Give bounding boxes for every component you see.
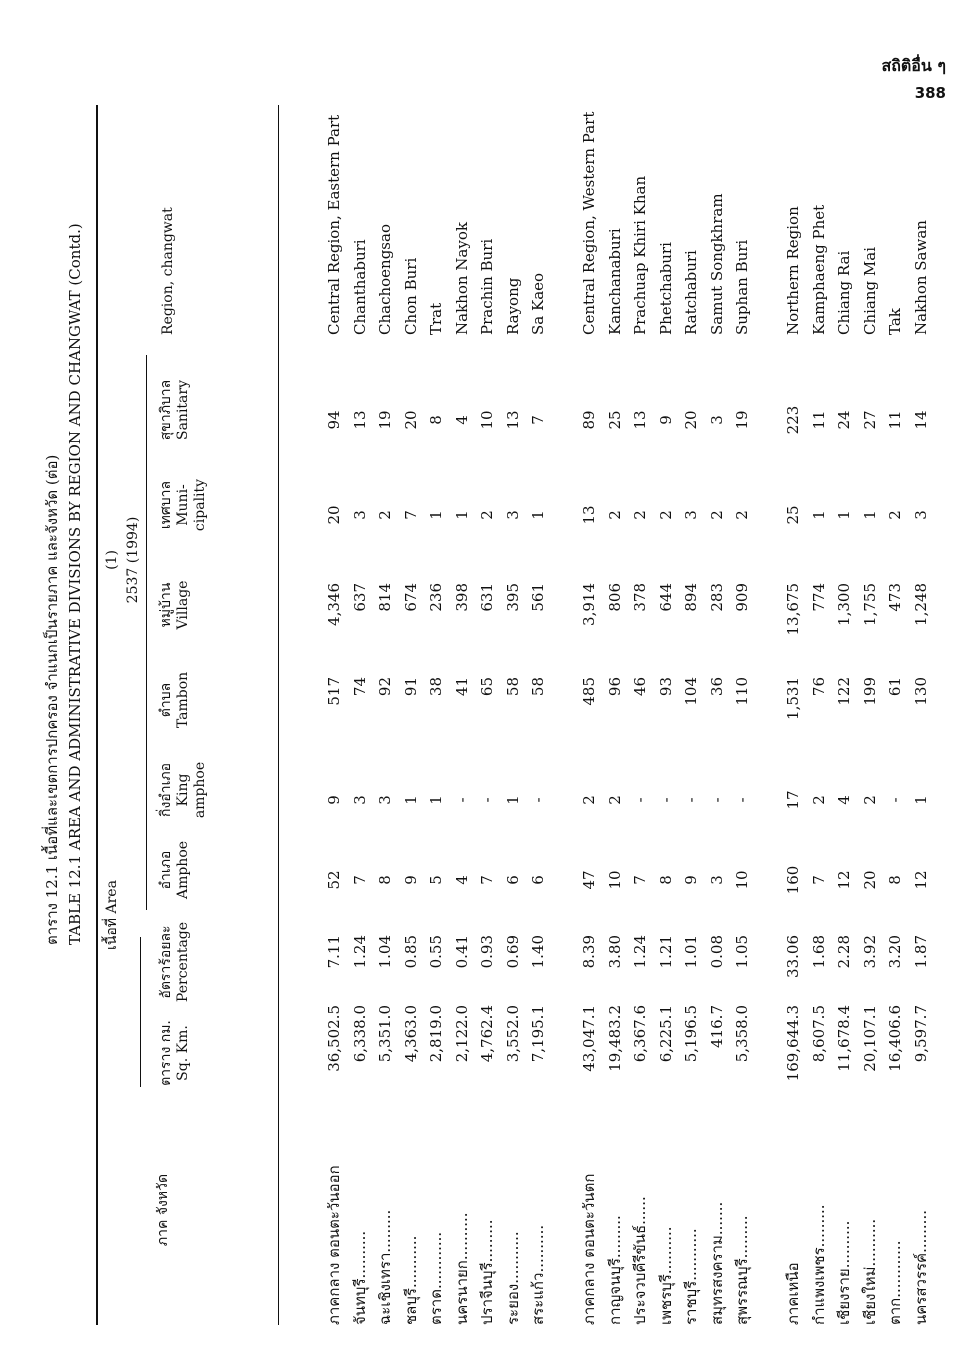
- cell-village: 398: [452, 583, 471, 612]
- cell-pct: 0.41: [452, 935, 471, 969]
- cell-amphoe: 160: [784, 865, 802, 895]
- cell-en: Nakhon Nayok: [452, 222, 471, 335]
- cell-pct: 33.06: [784, 935, 802, 978]
- cell-muni: 1: [452, 510, 471, 520]
- cell-tambon: 199: [860, 677, 879, 706]
- col-pct-en: Percentage: [175, 921, 191, 1003]
- cell-en: Chiang Rai: [835, 250, 853, 335]
- cell-th: ปราจีนบุรี.........: [478, 1219, 496, 1325]
- cell-amphoe: 9: [401, 875, 420, 885]
- header-bottom-rule: [278, 105, 279, 1325]
- cell-amphoe: 7: [478, 875, 496, 885]
- cell-village: 473: [886, 583, 904, 612]
- cell-pct: 1.21: [656, 935, 675, 969]
- cell-village: 3,914: [580, 583, 598, 626]
- cell-king: -: [452, 797, 471, 803]
- cell-amphoe: 8: [656, 875, 675, 885]
- cell-king: -: [631, 797, 649, 803]
- cell-tambon: 104: [682, 677, 700, 706]
- cell-pct: 1.40: [529, 935, 547, 969]
- cell-area: 169,644.3: [784, 1005, 802, 1082]
- cell-en: Ratchaburi: [682, 250, 700, 335]
- cell-king: 1: [911, 795, 930, 805]
- col-king-en2: amphoe: [192, 761, 208, 819]
- cell-area: 16,406.6: [886, 1005, 904, 1072]
- cell-amphoe: 12: [835, 870, 853, 890]
- cell-village: 631: [478, 583, 496, 612]
- col-sqkm-thai: ตาราง กม.: [158, 1020, 174, 1086]
- cell-pct: 3.92: [860, 935, 879, 969]
- cell-village: 894: [682, 583, 700, 612]
- page-number: 388: [914, 84, 946, 102]
- cell-muni: 2: [733, 510, 751, 520]
- cell-tambon: 485: [580, 677, 598, 706]
- cell-village: 674: [401, 583, 420, 612]
- cell-sanitary: 11: [809, 410, 828, 430]
- cell-sanitary: 94: [325, 410, 343, 430]
- cell-en: Kamphaeng Phet: [809, 204, 828, 335]
- cell-king: -: [886, 797, 904, 803]
- cell-muni: 25: [784, 505, 802, 525]
- cell-en: Rayong: [503, 277, 522, 335]
- cell-sanitary: 19: [376, 410, 394, 430]
- cell-en: Sa Kaeo: [529, 272, 547, 335]
- col-area-group: เนื้อที่ Area: [104, 880, 120, 950]
- cell-en: Chachoengsao: [376, 224, 394, 335]
- cell-sanitary: 223: [784, 405, 802, 435]
- cell-en: Trat: [427, 302, 445, 335]
- cell-pct: 1.24: [350, 935, 369, 969]
- col-year: 2537 (1994): [125, 516, 141, 604]
- cell-en: Chon Buri: [401, 257, 420, 335]
- cell-area: 6,225.1: [656, 1005, 675, 1063]
- cell-king: 1: [427, 795, 445, 805]
- cell-area: 416.7: [707, 1005, 726, 1048]
- cell-pct: 1.05: [733, 935, 751, 969]
- cell-area: 5,196.5: [682, 1005, 700, 1063]
- cell-en: Tak: [886, 308, 904, 335]
- cell-village: 814: [376, 583, 394, 612]
- cell-en: Prachuap Khiri Khan: [631, 175, 649, 335]
- cell-village: 4,346: [325, 583, 343, 626]
- cell-village: 644: [656, 583, 675, 612]
- cell-village: 774: [809, 583, 828, 612]
- cell-king: -: [529, 797, 547, 803]
- cell-th: กาญจนบุรี.........: [605, 1215, 624, 1325]
- cell-sanitary: 4: [452, 415, 471, 425]
- cell-king: -: [682, 797, 700, 803]
- cell-th: นครสวรรค์.........: [911, 1210, 930, 1325]
- cell-muni: 1: [860, 510, 879, 520]
- cell-pct: 7.11: [325, 935, 343, 969]
- cell-pct: 1.68: [809, 935, 828, 969]
- cell-area: 4,762.4: [478, 1005, 496, 1063]
- cell-tambon: 46: [631, 677, 649, 697]
- cell-amphoe: 6: [529, 875, 547, 885]
- cell-muni: 7: [401, 510, 420, 520]
- cell-area: 6,338.0: [350, 1005, 369, 1063]
- cell-th: ภาคเหนือ: [784, 1262, 802, 1325]
- cell-amphoe: 10: [733, 870, 751, 890]
- cell-king: -: [478, 797, 496, 803]
- cell-amphoe: 9: [682, 875, 700, 885]
- cell-th: ภาคกลาง ตอนตะวันออก: [325, 1165, 343, 1325]
- cell-muni: 1: [835, 510, 853, 520]
- cell-village: 561: [529, 583, 547, 612]
- top-rule: [96, 105, 98, 1325]
- col-muni-thai: เทศบาล: [158, 480, 174, 530]
- cell-amphoe: 20: [860, 870, 879, 890]
- cell-th: นครนายก..........: [452, 1212, 471, 1325]
- cell-th: ชลบุรี...........: [401, 1235, 420, 1325]
- cell-en: Nakhon Sawan: [911, 220, 930, 335]
- cell-king: 4: [835, 795, 853, 805]
- cell-th: ประจวบคีรีขันธ์......: [631, 1196, 649, 1325]
- cell-pct: 1.01: [682, 935, 700, 969]
- cell-en: Samut Songkhram: [707, 193, 726, 335]
- rotated-table: [40, 105, 940, 1325]
- col-village-thai: หมู่บ้าน: [158, 582, 174, 628]
- cell-king: 2: [860, 795, 879, 805]
- cell-pct: 3.20: [886, 935, 904, 969]
- cell-amphoe: 8: [886, 875, 904, 885]
- cell-tambon: 41: [452, 677, 471, 697]
- cell-th: ภาคกลาง ตอนตะวันตก: [580, 1173, 598, 1325]
- col-muni-en1: Muni-: [175, 484, 191, 526]
- cell-tambon: 1,531: [784, 677, 802, 720]
- cell-village: 1,248: [911, 583, 930, 626]
- cell-en: Kanchanaburi: [605, 228, 624, 335]
- col-region-thai: ภาค จังหวัด: [155, 1173, 171, 1247]
- cell-king: -: [707, 797, 726, 803]
- cell-amphoe: 12: [911, 870, 930, 890]
- cell-th: ตาก............: [886, 1240, 904, 1325]
- cell-village: 236: [427, 583, 445, 612]
- col-tambon-thai: ตำบล: [158, 682, 174, 718]
- cell-th: เชียงราย..........: [835, 1220, 853, 1325]
- area-underline: [140, 937, 141, 1087]
- cell-pct: 8.39: [580, 935, 598, 969]
- cell-muni: 1: [529, 510, 547, 520]
- col-village-en: Village: [175, 580, 191, 630]
- col-sanitary-thai: สุขาภิบาล: [158, 379, 174, 441]
- cell-amphoe: 10: [605, 870, 624, 890]
- cell-en: Prachin Buri: [478, 238, 496, 335]
- cell-king: -: [733, 797, 751, 803]
- cell-tambon: 92: [376, 677, 394, 697]
- cell-muni: 3: [682, 510, 700, 520]
- cell-muni: 3: [911, 510, 930, 520]
- cell-en: Phetchaburi: [656, 242, 675, 335]
- col-pct-thai: อัตราร้อยละ: [158, 925, 174, 999]
- cell-muni: 2: [656, 510, 675, 520]
- col-amphoe-en: Amphoe: [175, 840, 191, 900]
- table-title-english: TABLE 12.1 AREA AND ADMINISTRATIVE DIVISIONS BY REGION AND CHANGWAT (Contd.): [66, 223, 84, 945]
- cell-amphoe: 7: [809, 875, 828, 885]
- cell-sanitary: 20: [682, 410, 700, 430]
- cell-amphoe: 5: [427, 875, 445, 885]
- cell-village: 1,300: [835, 583, 853, 626]
- cell-king: 1: [503, 795, 522, 805]
- cell-pct: 1.87: [911, 935, 930, 969]
- cell-village: 378: [631, 583, 649, 612]
- col-muni-en2: cipality: [192, 478, 208, 532]
- cell-tambon: 122: [835, 677, 853, 706]
- cell-village: 283: [707, 583, 726, 612]
- cell-village: 13,675: [784, 583, 802, 636]
- cell-king: 2: [605, 795, 624, 805]
- cell-muni: 3: [350, 510, 369, 520]
- cell-en: Central Region, Western Part: [580, 111, 598, 335]
- cell-en: Chiang Mai: [860, 246, 879, 335]
- cell-amphoe: 52: [325, 870, 343, 890]
- cell-en: Chanthaburi: [350, 239, 369, 335]
- cell-area: 2,122.0: [452, 1005, 471, 1063]
- cell-en: Central Region, Eastern Part: [325, 114, 343, 335]
- cell-muni: 3: [503, 510, 522, 520]
- cell-muni: 1: [809, 510, 828, 520]
- cell-king: 17: [784, 790, 802, 810]
- cell-sanitary: 8: [427, 415, 445, 425]
- cell-area: 19,483.2: [605, 1005, 624, 1072]
- cell-tambon: 74: [350, 677, 369, 697]
- cell-muni: 2: [886, 510, 904, 520]
- cell-village: 1,755: [860, 583, 879, 626]
- cell-tambon: 65: [478, 677, 496, 697]
- col-king-thai: กิ่งอำเภอ: [158, 763, 174, 818]
- cell-en: Northern Region: [784, 206, 802, 335]
- cell-amphoe: 7: [350, 875, 369, 885]
- cell-tambon: 38: [427, 677, 445, 697]
- cell-village: 909: [733, 583, 751, 612]
- cell-king: -: [656, 797, 675, 803]
- cell-area: 5,358.0: [733, 1005, 751, 1063]
- col-sanitary-en: Sanitary: [175, 380, 191, 441]
- cell-sanitary: 11: [886, 410, 904, 430]
- cell-pct: 0.55: [427, 935, 445, 969]
- cell-tambon: 91: [401, 677, 420, 697]
- cell-village: 395: [503, 583, 522, 612]
- cell-king: 3: [376, 795, 394, 805]
- cell-sanitary: 89: [580, 410, 598, 430]
- cell-th: ฉะเชิงเทรา.........: [376, 1209, 394, 1325]
- cell-area: 5,351.0: [376, 1005, 394, 1063]
- cell-amphoe: 3: [707, 875, 726, 885]
- cell-pct: 0.08: [707, 935, 726, 969]
- col-king-en1: King: [175, 773, 191, 807]
- cell-amphoe: 4: [452, 875, 471, 885]
- cell-sanitary: 10: [478, 410, 496, 430]
- cell-sanitary: 25: [605, 410, 624, 430]
- cell-area: 9,597.7: [911, 1005, 930, 1063]
- cell-area: 7,195.1: [529, 1005, 547, 1063]
- cell-muni: 1: [427, 510, 445, 520]
- cell-muni: 20: [325, 505, 343, 525]
- col-amphoe-thai: อำเภอ: [158, 850, 174, 890]
- cell-king: 2: [809, 795, 828, 805]
- cell-th: สุพรรณบุรี.........: [733, 1215, 751, 1325]
- cell-area: 43,047.1: [580, 1005, 598, 1072]
- cell-muni: 2: [707, 510, 726, 520]
- cell-sanitary: 3: [707, 415, 726, 425]
- cell-amphoe: 7: [631, 875, 649, 885]
- cell-sanitary: 20: [401, 410, 420, 430]
- cell-area: 36,502.5: [325, 1005, 343, 1072]
- cell-area: 20,107.1: [860, 1005, 879, 1072]
- cell-pct: 0.93: [478, 935, 496, 969]
- cell-king: 3: [350, 795, 369, 805]
- cell-sanitary: 13: [631, 410, 649, 430]
- cell-pct: 0.69: [503, 935, 522, 969]
- cell-th: เชียงใหม่..........: [860, 1218, 879, 1325]
- col-year-index: (1): [104, 550, 120, 570]
- cell-th: สระแก้ว..........: [529, 1224, 547, 1325]
- cell-sanitary: 9: [656, 415, 675, 425]
- cell-sanitary: 24: [835, 410, 853, 430]
- page-header-section: สถิติอื่น ๆ: [881, 56, 946, 75]
- cell-sanitary: 14: [911, 410, 930, 430]
- year-underline: [146, 355, 147, 910]
- cell-sanitary: 13: [503, 410, 522, 430]
- cell-pct: 0.85: [401, 935, 420, 969]
- cell-amphoe: 47: [580, 870, 598, 890]
- cell-tambon: 58: [503, 677, 522, 697]
- cell-muni: 2: [376, 510, 394, 520]
- cell-muni: 2: [631, 510, 649, 520]
- col-tambon-en: Tambon: [175, 671, 191, 729]
- cell-sanitary: 13: [350, 410, 369, 430]
- cell-tambon: 96: [605, 677, 624, 697]
- cell-area: 4,363.0: [401, 1005, 420, 1063]
- cell-tambon: 93: [656, 677, 675, 697]
- cell-amphoe: 6: [503, 875, 522, 885]
- cell-pct: 2.28: [835, 935, 853, 969]
- cell-sanitary: 27: [860, 410, 879, 430]
- cell-amphoe: 8: [376, 875, 394, 885]
- cell-tambon: 61: [886, 677, 904, 697]
- cell-sanitary: 19: [733, 410, 751, 430]
- col-region-en: Region, changwat: [160, 207, 176, 335]
- cell-tambon: 517: [325, 677, 343, 706]
- cell-village: 637: [350, 583, 369, 612]
- cell-pct: 1.24: [631, 935, 649, 969]
- col-sqkm-en: Sq. Km.: [175, 1025, 191, 1081]
- cell-tambon: 36: [707, 677, 726, 697]
- cell-th: ราชบุรี...........: [682, 1228, 700, 1325]
- cell-king: 2: [580, 795, 598, 805]
- cell-area: 3,552.0: [503, 1005, 522, 1063]
- cell-king: 9: [325, 795, 343, 805]
- cell-village: 806: [605, 583, 624, 612]
- cell-th: ตราด............: [427, 1231, 445, 1325]
- cell-area: 8,607.5: [809, 1005, 828, 1063]
- cell-king: 1: [401, 795, 420, 805]
- cell-area: 11,678.4: [835, 1005, 853, 1072]
- cell-th: สมุทรสงคราม.......: [707, 1201, 726, 1325]
- cell-th: จันทบุรี..........: [350, 1230, 369, 1325]
- cell-tambon: 130: [911, 677, 930, 706]
- cell-pct: 3.80: [605, 935, 624, 969]
- cell-en: Suphan Buri: [733, 239, 751, 335]
- cell-area: 6,367.6: [631, 1005, 649, 1063]
- cell-pct: 1.04: [376, 935, 394, 969]
- table-title-thai: ตาราง 12.1 เนื้อที่และเขตการปกครอง จำแนกเป็นรายภาค และจังหวัด (ต่อ): [43, 454, 61, 945]
- cell-muni: 2: [605, 510, 624, 520]
- cell-area: 2,819.0: [427, 1005, 445, 1063]
- cell-muni: 2: [478, 510, 496, 520]
- cell-tambon: 110: [733, 677, 751, 706]
- cell-tambon: 58: [529, 677, 547, 697]
- cell-th: ระยอง...........: [503, 1231, 522, 1325]
- cell-th: กำแพงเพชร.........: [809, 1204, 828, 1325]
- cell-sanitary: 7: [529, 415, 547, 425]
- cell-muni: 13: [580, 505, 598, 525]
- cell-tambon: 76: [809, 677, 828, 697]
- cell-th: เพชรบุรี..........: [656, 1226, 675, 1325]
